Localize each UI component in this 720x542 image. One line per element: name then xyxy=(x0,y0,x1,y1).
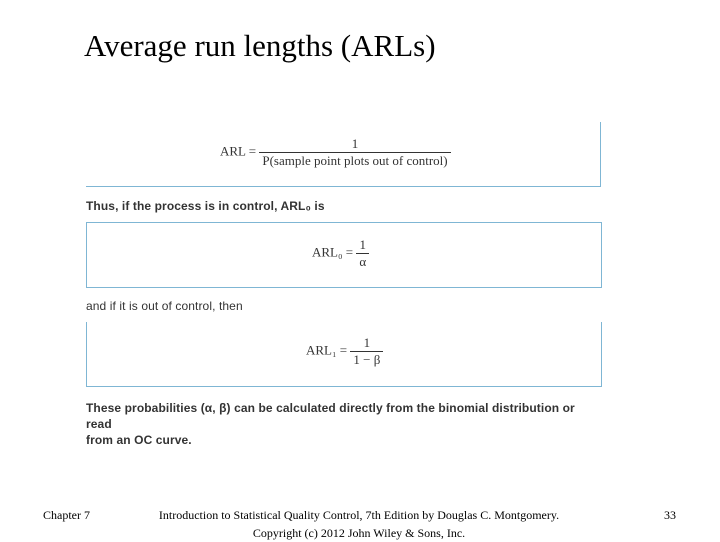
footer-page-number: 33 xyxy=(664,508,676,522)
footer-citation xyxy=(140,506,578,542)
arl1-formula-fraction xyxy=(350,335,383,368)
slide-title: Average run lengths (ARLs) xyxy=(84,28,436,63)
slide-content-image xyxy=(86,122,602,447)
in-control-text: Thus, if the process is in control, ARL₀ is xyxy=(86,199,325,213)
arl0-formula-denominator: α xyxy=(356,253,369,270)
arl0-formula-numerator: 1 xyxy=(359,237,367,252)
arl-formula-denominator: P(sample point plots out of control) xyxy=(259,152,450,169)
arl1-formula-denominator: 1 − β xyxy=(350,351,383,368)
arl-formula-numerator: 1 xyxy=(351,136,359,151)
arl0-formula xyxy=(312,237,369,270)
arl0-formula-lhs: ARL₀ = xyxy=(312,244,354,260)
probabilities-paragraph xyxy=(86,400,602,448)
out-of-control-text: and if it is out of control, then xyxy=(86,299,243,313)
arl0-formula-fraction xyxy=(356,237,369,270)
probabilities-line-2: from an OC curve. xyxy=(86,433,192,447)
arl-formula xyxy=(220,136,451,169)
arl-formula-fraction xyxy=(259,136,450,169)
footer-citation-line-2: Copyright (c) 2012 John Wiley & Sons, Inc. xyxy=(252,526,466,540)
arl1-formula xyxy=(306,335,383,368)
footer-chapter: Chapter 7 xyxy=(43,508,90,522)
footer-citation-line-1: Introduction to Statistical Quality Control, 7th Edition by Douglas C. Montgomery. xyxy=(158,508,560,522)
probabilities-line-1: These probabilities (α, β) can be calculated directly from the binomial distribution or read xyxy=(86,401,575,431)
arl1-formula-numerator: 1 xyxy=(363,335,371,350)
arl-formula-lhs: ARL = xyxy=(220,143,257,159)
arl1-formula-lhs: ARL₁ = xyxy=(306,342,348,358)
